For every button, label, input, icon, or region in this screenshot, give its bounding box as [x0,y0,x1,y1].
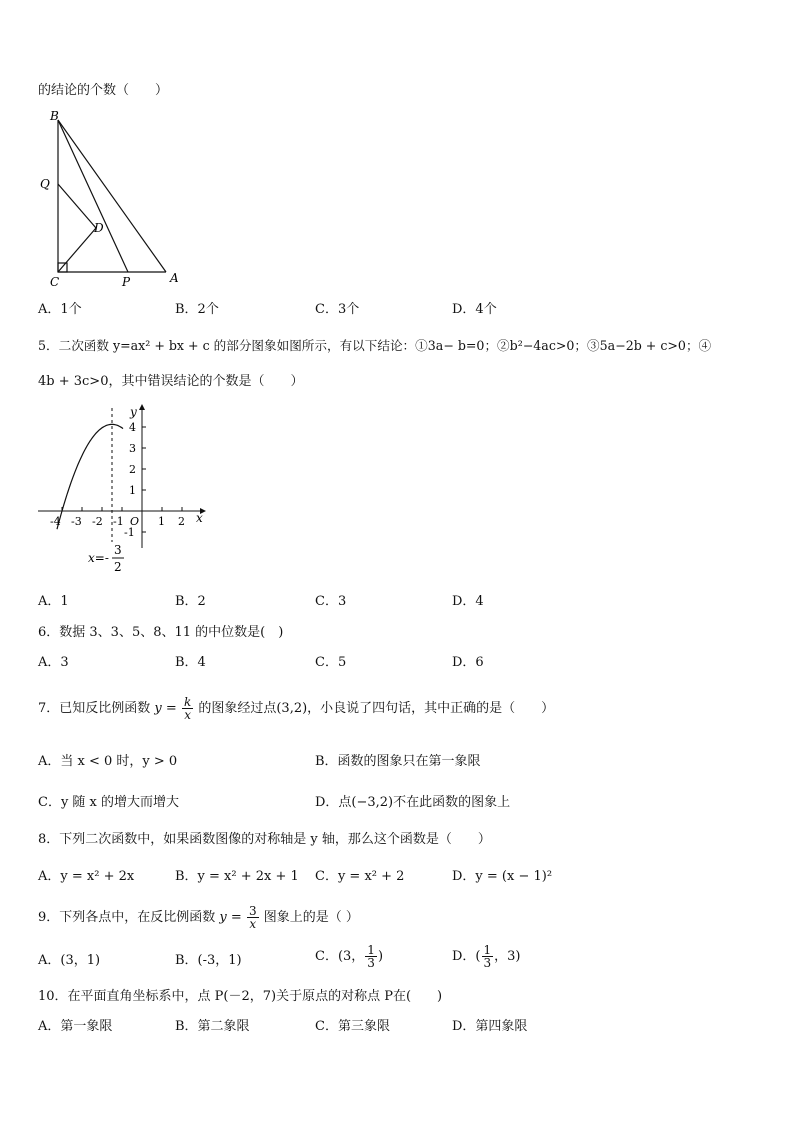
q10-option-a: A．第一象限 [38,1019,113,1034]
q6-option-a: A．3 [38,655,69,670]
q6-option-c: C．5 [315,655,347,670]
q10-option-c: C．第三象限 [315,1019,390,1034]
q8-stem: 8．下列二次函数中，如果函数图像的对称轴是 y 轴，那么这个函数是（ ） [38,832,491,847]
parabola-curve [57,424,123,529]
q9-stem-a: 9．下列各点中，在反比例函数 [38,910,216,925]
q9-stem-b: 图象上的是（ ） [263,910,359,925]
q10-stem: 10．在平面直角坐标系中，点 P(－2，7)关于原点的对称点 P在( ) [38,989,443,1004]
q8-option-c: C．y = x² + 2 [315,869,405,884]
symmetry-den: 2 [114,560,122,574]
x-tick-label: 1 [158,515,165,528]
q5-stem-line2: 4b + 3c>0，其中错误结论的个数是（ ） [38,374,304,389]
label-D: D [94,221,104,235]
q9-option-b: B．(-3，1) [175,953,242,968]
label-A: A [170,271,179,285]
x-tick-label: -3 [71,515,82,528]
q8-option-a: A．y = x² + 2x [38,869,135,884]
y-tick-label: 1 [129,484,136,497]
q9-stem [38,903,359,933]
y-tick-label: 4 [129,421,136,434]
line-CD [58,228,96,272]
label-Q: Q [40,177,50,191]
q7-stem [38,694,554,724]
q7-stem-b: 的图象经过点(3,2)，小良说了四句话，其中正确的是（ ） [198,701,555,716]
y-tick-label: 2 [129,463,136,476]
q5-stem-line1: 5．二次函数 y=ax² + bx + c 的部分图象如图所示，有以下结论：①3a− b=0；②b²−4ac>0；③5a−2b + c>0；④ [38,338,712,353]
q4-stem-tail: 的结论的个数（ ） [38,83,169,98]
q7-option-d: D．点(−3,2)不在此函数的图象上 [315,795,511,810]
x-tick-label: -4 [50,515,61,528]
q9-fraction: $\frac{3}{x}$ [248,904,257,931]
y-tick-label: 3 [129,442,136,455]
q7-option-b: B．函数的图象只在第一象限 [315,754,481,769]
x-tick-label: -1 [113,515,124,528]
q7-stem-a: 7．已知反比例函数 [38,701,151,716]
q8-option-d: D．y = (x − 1)² [452,869,553,884]
q7-y-eq: y = [154,701,177,716]
y-axis-arrow [139,404,145,410]
q9-option-a: A．(3，1) [38,953,101,968]
q4-option-d: D．4个 [452,302,497,317]
y-axis-label: y [130,405,137,419]
x-tick-label: 2 [178,515,185,528]
q9-y-eq: y = [219,910,242,925]
origin-label: O [130,515,140,528]
y-tick-label: -1 [124,526,135,539]
q7-option-c: C．y 随 x 的增大而增大 [38,795,180,810]
q6-stem: 6．数据 3、3、5、8、11 的中位数是( ) [38,625,284,640]
q4-option-c: C．3个 [315,302,360,317]
label-P: P [122,275,131,289]
q8-option-b: B．y = x² + 2x + 1 [175,869,299,884]
q5-option-d: D．4 [452,594,484,609]
label-B: B [50,109,59,123]
q7-option-a: A．当 x < 0 时，y > 0 [38,754,178,769]
label-C: C [50,275,60,289]
q10-option-d: D．第四象限 [452,1019,528,1034]
q6-option-b: B．4 [175,655,206,670]
q7-fraction: $\frac{k}{x}$ [183,695,192,722]
q9-option-c: C．(3， $\frac{1}{3}$ ) [315,943,384,970]
q5-option-c: C．3 [315,594,347,609]
symmetry-num: 3 [114,543,122,557]
q4-option-a: A．1个 [38,302,82,317]
q5-option-a: A．1 [38,594,69,609]
q5-option-b: B．2 [175,594,206,609]
q9-option-d: D．( $\frac{1}{3}$ ，3) [452,943,521,970]
symmetry-label: x=- [88,551,109,565]
x-tick-label: -2 [92,515,103,528]
q6-option-d: D．6 [452,655,484,670]
q4-triangle-figure [36,108,186,290]
line-BA [58,120,166,272]
x-axis-label: x [196,511,203,525]
q4-option-b: B．2个 [175,302,219,317]
q5-parabola-graph [36,402,206,582]
q10-option-b: B．第二象限 [175,1019,250,1034]
